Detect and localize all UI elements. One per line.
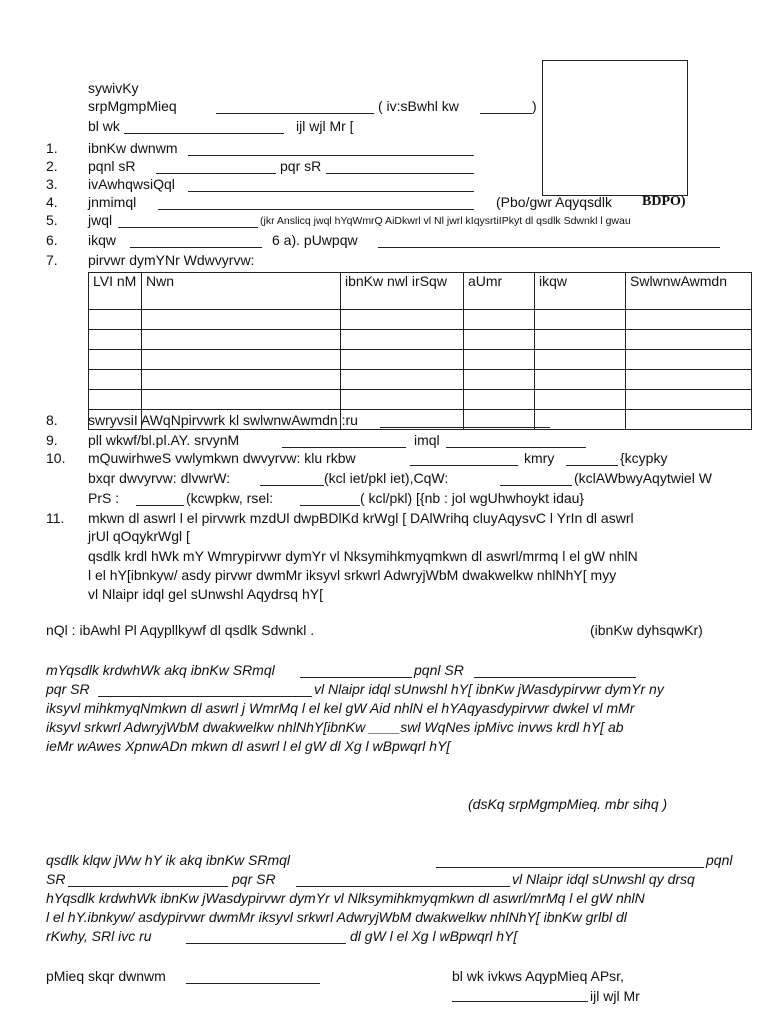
footer-bdpo-label: bl wk ivkws AqypMieq APsr, xyxy=(452,968,624,984)
widow-name-field[interactable] xyxy=(188,155,474,156)
table-row[interactable] xyxy=(89,310,752,330)
note-text: nQl : ibAwhl Pl Aqypllkywf dl qsdlk Sdwnkl . xyxy=(46,622,315,638)
kitchen-field[interactable] xyxy=(300,505,360,506)
panchayat-field[interactable] xyxy=(216,113,374,114)
table-row[interactable] xyxy=(89,350,752,370)
cert1-name-field[interactable] xyxy=(300,677,412,678)
item-widow-name-label: ibnKw dwnwm xyxy=(88,140,178,156)
roof-field[interactable] xyxy=(500,485,572,486)
rooms-field[interactable] xyxy=(566,465,618,466)
bpl-field[interactable] xyxy=(282,447,406,448)
item-son-label: pqr sR xyxy=(280,158,322,174)
item-dob-label: jnmimql xyxy=(88,194,137,210)
cert2-son-field[interactable] xyxy=(296,886,510,887)
walls-field[interactable] xyxy=(260,485,324,486)
header-block-label: bl wk xyxy=(88,118,120,134)
table-header-row: LVI nM Nwn ibnKw nwl irSqw aUmr ikqw SwlwnwAwmdn xyxy=(89,273,752,310)
floor-field[interactable] xyxy=(136,505,184,506)
header-title: sywivKy xyxy=(88,80,139,96)
block-field[interactable] xyxy=(124,133,284,134)
item-status-label: ivAwhqwsiQql xyxy=(88,176,175,192)
widow-signature-label: (ibnKw dyhsqwKr) xyxy=(590,622,703,638)
husband-field[interactable] xyxy=(156,173,276,174)
table-row[interactable] xyxy=(89,390,752,410)
item-caste-label: jwql xyxy=(88,212,113,228)
caste-field[interactable] xyxy=(118,227,258,228)
photo-box xyxy=(542,60,688,196)
table-row[interactable] xyxy=(89,330,752,350)
dob-field[interactable] xyxy=(158,209,474,210)
cert2-husband-field[interactable] xyxy=(68,886,228,887)
bpl-date-field[interactable] xyxy=(446,447,586,448)
header-panchayat-label: srpMgmpMieq xyxy=(88,98,177,114)
status-field[interactable] xyxy=(188,191,474,192)
land-field[interactable] xyxy=(410,465,518,466)
cert2-name-field[interactable] xyxy=(436,867,704,868)
family-table xyxy=(88,272,752,430)
item-bpl-label: pll wkwf/bl.pl.AY. srvynM xyxy=(88,432,240,448)
son-field[interactable] xyxy=(326,173,474,174)
sarpanch-signature-label: (dsKq srpMgmpMieq. mbr sihq ) xyxy=(468,796,668,812)
header-village-label: ( iv:sBwhl kw xyxy=(378,98,459,114)
item-occupation-label: ikqw xyxy=(88,232,117,248)
bdpo-district-field[interactable] xyxy=(452,1001,588,1002)
secretary-field[interactable] xyxy=(186,983,320,984)
occupation-field[interactable] xyxy=(130,247,262,248)
village-field[interactable] xyxy=(480,113,532,114)
cert2-amount-field[interactable] xyxy=(186,943,346,944)
qualification-field[interactable] xyxy=(378,247,720,248)
item-family-label: pirvwr dymYNr Wdwvyrvw: xyxy=(88,252,255,268)
table-row[interactable] xyxy=(89,370,752,390)
cert1-son-field[interactable] xyxy=(98,696,312,697)
header-district-label: ijl wjl Mr [ xyxy=(296,118,354,134)
cert1-husband-field[interactable] xyxy=(474,677,636,678)
item-property-label: mQuwirhweS vwlymkwn dwvyrvw: klu rkbw xyxy=(88,450,356,466)
footer-secretary-label: pMieq skqr dwnwm xyxy=(46,968,166,984)
item-income-label: swryvsiI AWqNpirvwrk kl swlwnwAwmdn :ru xyxy=(88,412,358,428)
item-husband-label: pqnl sR xyxy=(88,158,136,174)
income-field[interactable] xyxy=(380,427,550,428)
